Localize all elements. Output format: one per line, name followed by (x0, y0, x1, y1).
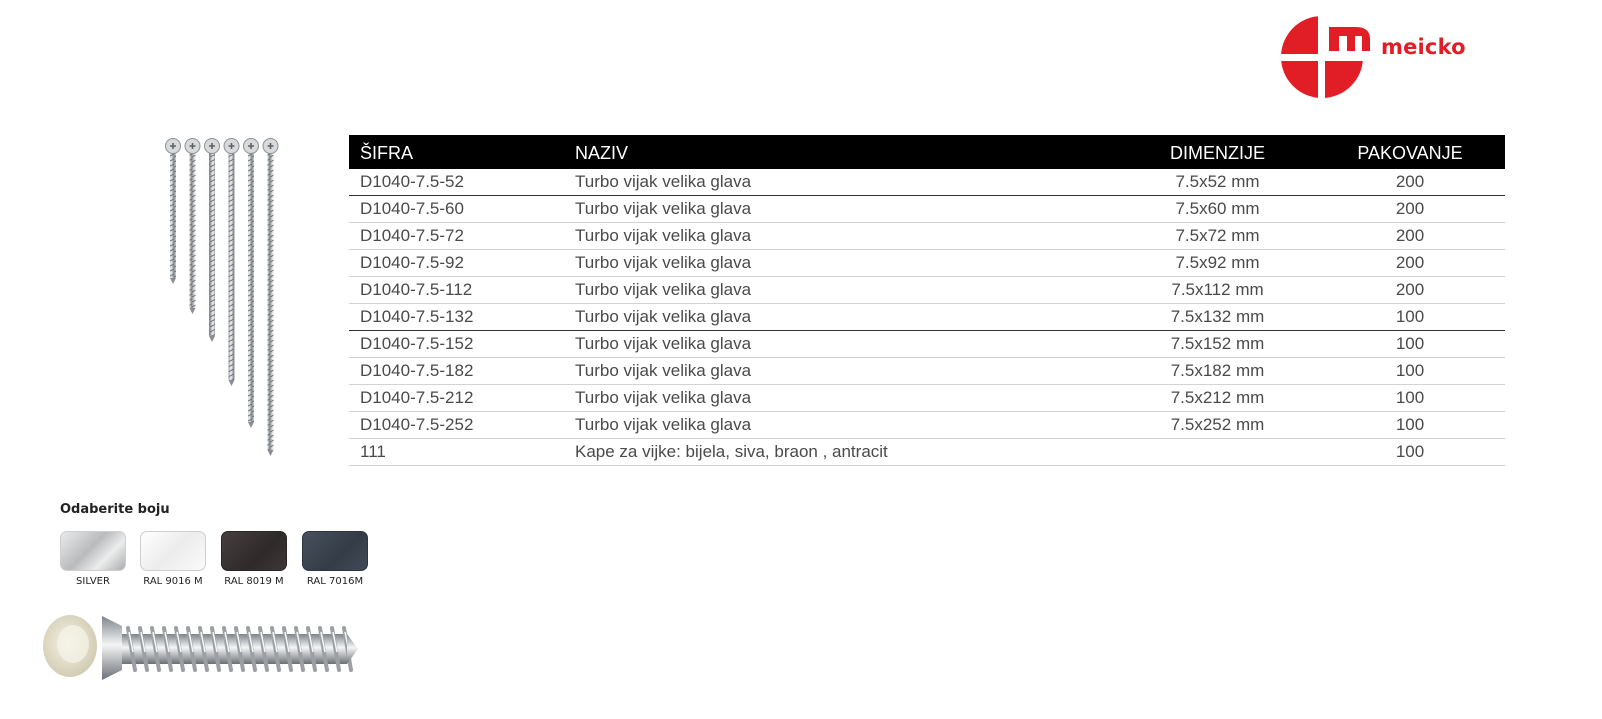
cell-naziv: Turbo vijak velika glava (575, 412, 1120, 439)
cell-naziv: Turbo vijak velika glava (575, 304, 1120, 331)
header-sifra: ŠIFRA (349, 135, 575, 169)
cell-sifra: D1040-7.5-132 (349, 304, 575, 331)
cell-dimenzije: 7.5x132 mm (1120, 304, 1315, 331)
table-row (349, 385, 1505, 412)
table-row (349, 169, 1505, 196)
cell-dimenzije: 7.5x182 mm (1120, 358, 1315, 385)
table-header-row (349, 135, 1505, 169)
cell-pakovanje: 100 (1315, 304, 1505, 331)
table-row (349, 439, 1505, 466)
meicko-logo[interactable] (1280, 14, 1480, 100)
meicko-logo-icon (1280, 14, 1376, 100)
cell-pakovanje: 100 (1315, 358, 1505, 385)
cell-pakovanje: 100 (1315, 331, 1505, 358)
cell-naziv: Turbo vijak velika glava (575, 223, 1120, 250)
table-row (349, 358, 1505, 385)
cell-dimenzije: 7.5x252 mm (1120, 412, 1315, 439)
cell-naziv: Turbo vijak velika glava (575, 169, 1120, 196)
screw-with-cap-image (40, 608, 365, 708)
swatch-label: RAL 7016M (306, 576, 364, 587)
cell-naziv: Turbo vijak velika glava (575, 250, 1120, 277)
table-row (349, 277, 1505, 304)
swatch-ral-7016[interactable] (302, 531, 368, 587)
cell-pakovanje: 100 (1315, 439, 1505, 466)
product-table (349, 135, 1505, 466)
swatch-ral-8019-chip[interactable] (221, 531, 287, 571)
swatch-label: RAL 8019 M (224, 576, 284, 587)
table-row (349, 304, 1505, 331)
cell-sifra: D1040-7.5-152 (349, 331, 575, 358)
cell-dimenzije (1120, 439, 1315, 466)
swatch-ral-9016-chip[interactable] (140, 531, 206, 571)
brand-name: meicko (1381, 35, 1466, 59)
cell-naziv: Turbo vijak velika glava (575, 358, 1120, 385)
cell-sifra: D1040-7.5-72 (349, 223, 575, 250)
table-row (349, 250, 1505, 277)
header-pakovanje: PAKOVANJE (1315, 135, 1505, 169)
cell-sifra: D1040-7.5-182 (349, 358, 575, 385)
table-row (349, 412, 1505, 439)
cell-sifra: D1040-7.5-92 (349, 250, 575, 277)
table-row (349, 196, 1505, 223)
cell-pakovanje: 200 (1315, 277, 1505, 304)
cell-naziv: Kape za vijke: bijela, siva, braon , antracit (575, 439, 1120, 466)
cell-pakovanje: 200 (1315, 169, 1505, 196)
header-naziv: NAZIV (575, 135, 1120, 169)
swatch-silver[interactable] (60, 531, 126, 587)
screws-product-image (162, 138, 292, 464)
cell-sifra: D1040-7.5-52 (349, 169, 575, 196)
cell-naziv: Turbo vijak velika glava (575, 196, 1120, 223)
swatch-ral-8019[interactable] (221, 531, 287, 587)
cell-sifra: 111 (349, 439, 575, 466)
cell-dimenzije: 7.5x72 mm (1120, 223, 1315, 250)
cell-naziv: Turbo vijak velika glava (575, 277, 1120, 304)
swatch-ral-9016[interactable] (140, 531, 206, 587)
cell-dimenzije: 7.5x92 mm (1120, 250, 1315, 277)
swatch-label: SILVER (76, 576, 110, 587)
swatch-silver-chip[interactable] (60, 531, 126, 571)
cell-dimenzije: 7.5x52 mm (1120, 169, 1315, 196)
cell-sifra: D1040-7.5-212 (349, 385, 575, 412)
cell-dimenzije: 7.5x112 mm (1120, 277, 1315, 304)
cell-pakovanje: 200 (1315, 250, 1505, 277)
cell-naziv: Turbo vijak velika glava (575, 385, 1120, 412)
cell-pakovanje: 200 (1315, 196, 1505, 223)
cell-sifra: D1040-7.5-252 (349, 412, 575, 439)
cell-dimenzije: 7.5x212 mm (1120, 385, 1315, 412)
table-row (349, 331, 1505, 358)
cell-pakovanje: 200 (1315, 223, 1505, 250)
swatch-label: RAL 9016 M (143, 576, 203, 587)
header-dimenzije: DIMENZIJE (1120, 135, 1315, 169)
cell-naziv: Turbo vijak velika glava (575, 331, 1120, 358)
table-row (349, 223, 1505, 250)
cell-dimenzije: 7.5x152 mm (1120, 331, 1315, 358)
cell-pakovanje: 100 (1315, 412, 1505, 439)
cell-pakovanje: 100 (1315, 385, 1505, 412)
cell-dimenzije: 7.5x60 mm (1120, 196, 1315, 223)
cell-sifra: D1040-7.5-112 (349, 277, 575, 304)
color-selector-title: Odaberite boju (60, 502, 170, 517)
swatch-ral-7016-chip[interactable] (302, 531, 368, 571)
cell-sifra: D1040-7.5-60 (349, 196, 575, 223)
